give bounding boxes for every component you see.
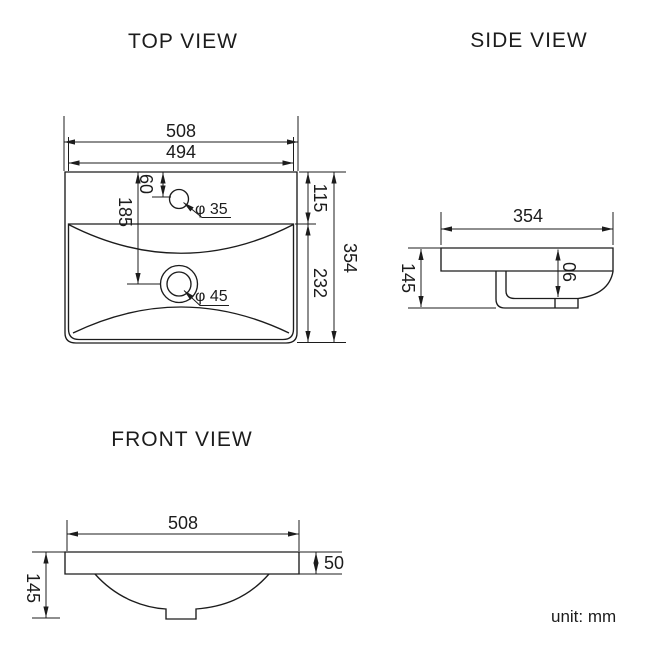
- dim-label-508: 508: [167, 513, 199, 533]
- dim-label-494: 494: [165, 142, 197, 162]
- side-view: [398, 29, 613, 308]
- top-basin-bottom-curve: [73, 307, 289, 333]
- top-view: [64, 30, 360, 343]
- dim-label-185: 185: [115, 196, 135, 228]
- label-drain-diameter: φ 45: [195, 288, 228, 305]
- dim-label-115: 115: [310, 183, 330, 213]
- dim-front-508: [67, 513, 299, 551]
- dim-label-50: 50: [324, 553, 345, 573]
- drain-hole-outer: [161, 266, 198, 303]
- dim-label-145: 145: [23, 572, 43, 604]
- front-bowl-profile: [95, 574, 269, 619]
- dim-side-354: [441, 206, 613, 245]
- side-bowl-right-curve: [578, 272, 613, 299]
- dim-front-145: [23, 553, 60, 619]
- dim-label-232: 232: [310, 267, 330, 299]
- dim-label-354: 354: [340, 242, 360, 274]
- top-outer-rim-outline: [65, 172, 297, 343]
- front-view: [23, 428, 344, 619]
- top-basin-front-slope-curve: [69, 225, 294, 254]
- unit-note: unit: mm: [551, 607, 617, 626]
- side-view-title: SIDE VIEW: [470, 29, 588, 52]
- top-inner-rim-outline: [69, 224, 294, 340]
- dim-side-90: [558, 250, 580, 298]
- dim-top-115: [308, 173, 330, 224]
- top-view-title: TOP VIEW: [128, 30, 238, 53]
- side-rim-outline: [441, 248, 613, 271]
- dim-side-145: [398, 249, 496, 308]
- front-view-title: FRONT VIEW: [111, 428, 253, 451]
- dim-label-90: 90: [560, 261, 580, 283]
- leader-faucet-hole: [184, 201, 232, 218]
- label-faucet-diameter: φ 35: [195, 201, 228, 218]
- drain-hole-inner: [167, 272, 191, 296]
- leader-drain-hole: [184, 288, 229, 306]
- dim-label-354: 354: [512, 206, 544, 226]
- faucet-hole: [170, 190, 189, 209]
- dim-top-232: [308, 225, 330, 343]
- dim-top-60: [136, 173, 171, 198]
- dim-label-60: 60: [136, 173, 156, 195]
- front-rim-outline: [65, 552, 299, 574]
- dim-front-50: [316, 553, 344, 574]
- dim-top-354: [334, 173, 360, 343]
- dim-label-145: 145: [398, 262, 418, 294]
- dim-label-508: 508: [165, 121, 197, 141]
